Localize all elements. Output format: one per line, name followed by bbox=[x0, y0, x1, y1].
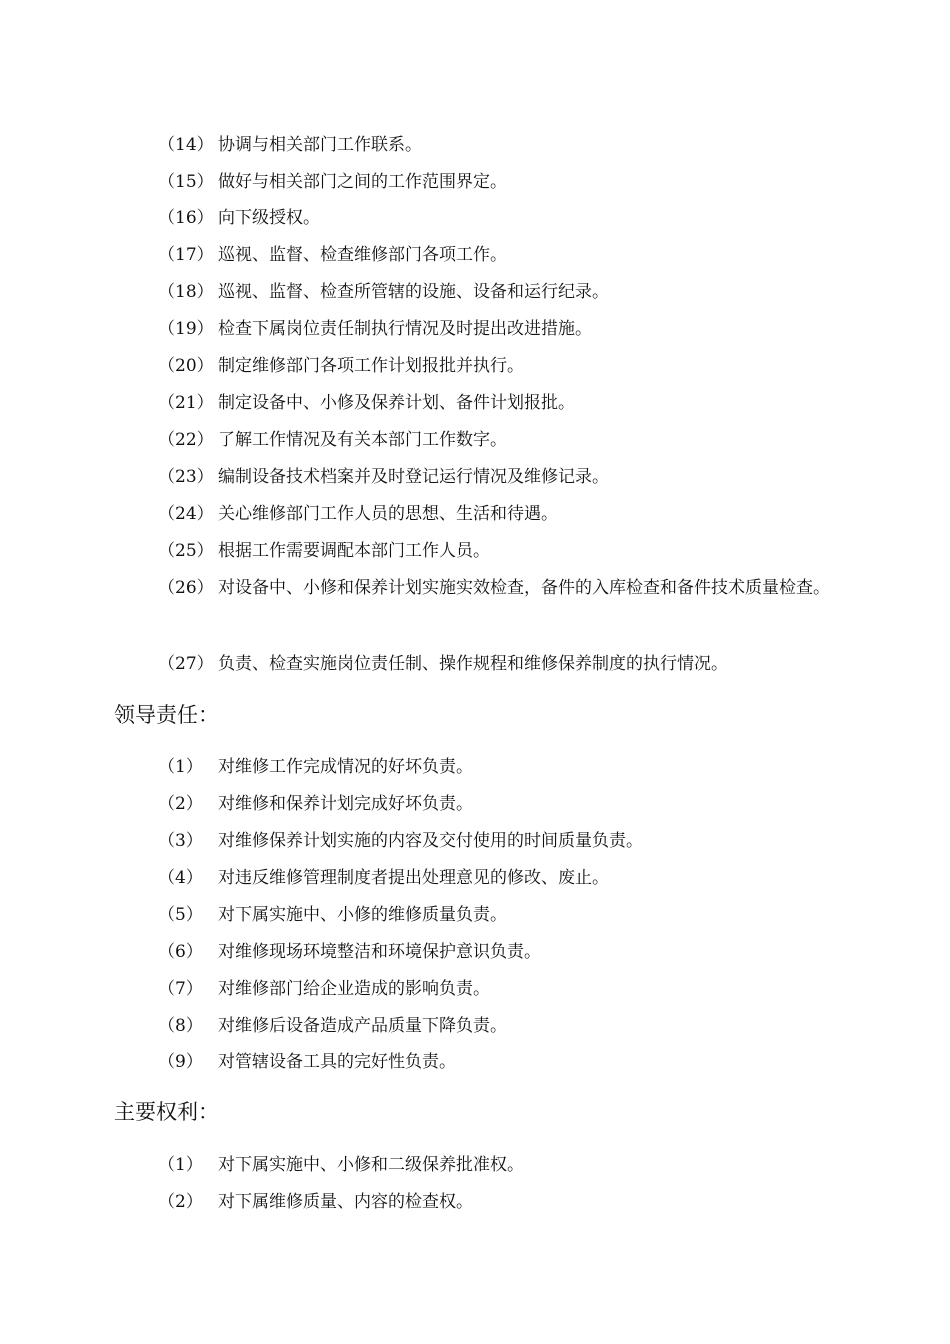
item-number: （14） bbox=[158, 135, 214, 155]
item-text: 对维修和保养计划完成好坏负责。 bbox=[218, 794, 473, 814]
item-text: 对维修后设备造成产品质量下降负责。 bbox=[218, 1016, 507, 1036]
item-number: （24） bbox=[158, 504, 214, 524]
item-text: 对维修部门给企业造成的影响负责。 bbox=[218, 979, 490, 999]
item-text: 做好与相关部门之间的工作范围界定。 bbox=[218, 172, 507, 192]
item-text: 对设备中、小修和保养计划实施实效检查，备件的入库检查和备件技术质量检查。 bbox=[218, 578, 830, 598]
item-number: （2） bbox=[158, 1192, 203, 1212]
item-number: （18） bbox=[158, 282, 214, 302]
item-text: 制定维修部门各项工作计划报批并执行。 bbox=[218, 356, 524, 376]
section-heading-leadership: 领导责任： bbox=[114, 703, 219, 727]
item-number: （19） bbox=[158, 319, 214, 339]
item-text: 对维修工作完成情况的好坏负责。 bbox=[218, 757, 473, 777]
item-number: （1） bbox=[158, 1155, 203, 1175]
item-number: （15） bbox=[158, 172, 214, 192]
item-text: 对管辖设备工具的完好性负责。 bbox=[218, 1052, 456, 1072]
item-text: 向下级授权。 bbox=[218, 208, 320, 228]
item-text: 巡视、监督、检查所管辖的设施、设备和运行纪录。 bbox=[218, 282, 609, 302]
item-number: （16） bbox=[158, 208, 214, 228]
item-number: （17） bbox=[158, 245, 214, 265]
item-text: 对下属维修质量、内容的检查权。 bbox=[218, 1192, 473, 1212]
item-text: 对维修现场环境整洁和环境保护意识负责。 bbox=[218, 942, 541, 962]
item-number: （23） bbox=[158, 467, 214, 487]
item-number: （25） bbox=[158, 541, 214, 561]
item-text: 了解工作情况及有关本部门工作数字。 bbox=[218, 430, 507, 450]
item-text: 编制设备技术档案并及时登记运行情况及维修记录。 bbox=[218, 467, 609, 487]
item-number: （22） bbox=[158, 430, 214, 450]
item-number: （26） bbox=[158, 578, 214, 598]
item-number: （20） bbox=[158, 356, 214, 376]
item-number: （9） bbox=[158, 1052, 203, 1072]
item-number: （6） bbox=[158, 942, 203, 962]
item-number: （8） bbox=[158, 1016, 203, 1036]
item-number: （7） bbox=[158, 979, 203, 999]
item-text: 协调与相关部门工作联系。 bbox=[218, 135, 422, 155]
item-text: 对维修保养计划实施的内容及交付使用的时间质量负责。 bbox=[218, 831, 643, 851]
item-number: （1） bbox=[158, 757, 203, 777]
item-text: 对下属实施中、小修的维修质量负责。 bbox=[218, 905, 507, 925]
item-number: （4） bbox=[158, 868, 203, 888]
section-heading-rights: 主要权利： bbox=[114, 1100, 219, 1124]
item-number: （21） bbox=[158, 393, 214, 413]
item-text: 关心维修部门工作人员的思想、生活和待遇。 bbox=[218, 504, 558, 524]
item-number: （27） bbox=[158, 654, 214, 674]
item-number: （2） bbox=[158, 794, 203, 814]
item-text: 根据工作需要调配本部门工作人员。 bbox=[218, 541, 490, 561]
item-number: （5） bbox=[158, 905, 203, 925]
item-text: 巡视、监督、检查维修部门各项工作。 bbox=[218, 245, 507, 265]
item-number: （3） bbox=[158, 831, 203, 851]
item-text: 对违反维修管理制度者提出处理意见的修改、废止。 bbox=[218, 868, 609, 888]
item-text: 制定设备中、小修及保养计划、备件计划报批。 bbox=[218, 393, 575, 413]
item-text: 负责、检查实施岗位责任制、操作规程和维修保养制度的执行情况。 bbox=[218, 654, 728, 674]
item-text: 检查下属岗位责任制执行情况及时提出改进措施。 bbox=[218, 319, 592, 339]
item-text: 对下属实施中、小修和二级保养批准权。 bbox=[218, 1155, 524, 1175]
